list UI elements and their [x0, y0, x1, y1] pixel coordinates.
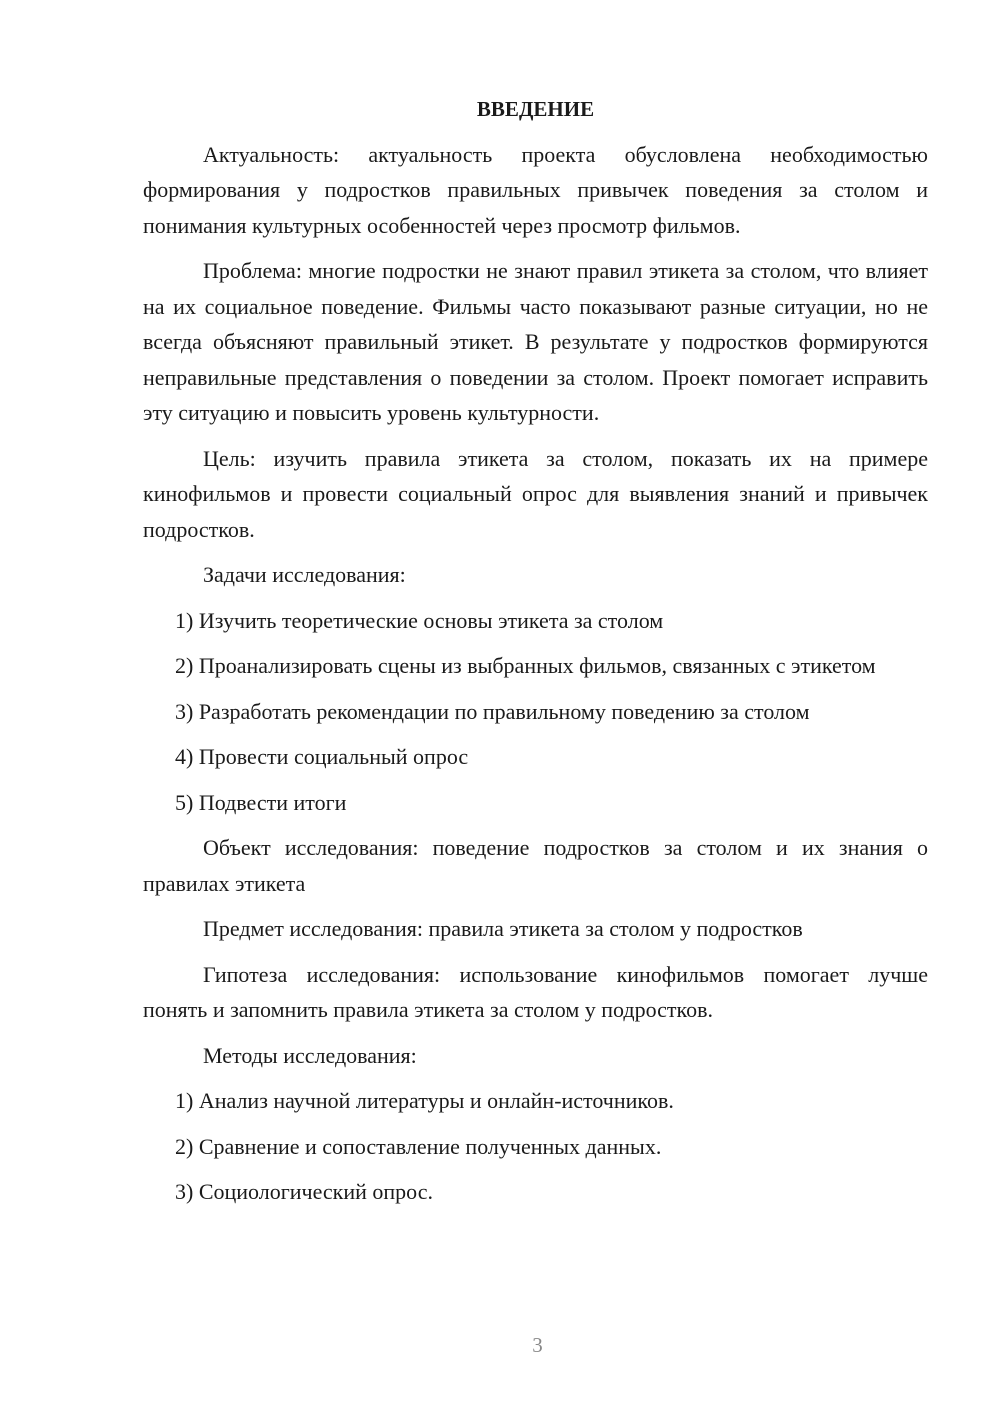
task-item: 1) Изучить теоретические основы этикета за столом — [175, 607, 664, 633]
task-item: 5) Подвести итоги — [175, 789, 347, 815]
document-page — [143, 92, 928, 1220]
method-item: 2) Сравнение и сопоставление полученных данных. — [175, 1133, 662, 1159]
relevance-paragraph: Актуальность: актуальность проекта обусловлена необходимостью формирования у подростков правильных привычек поведения за столом и понимания культурных особенностей через просмотр фильмов. — [143, 141, 928, 238]
problem-paragraph: Проблема: многие подростки не знают правил этикета за столом, что влияет на их социальное поведение. Фильмы часто показывают разные ситуации, но не всегда объясняют правильный этикет. В результате у подростков формируются неправильные представления о поведении за столом. Проект помогает исправить эту ситуацию и повысить уровень культурности. — [143, 258, 928, 425]
task-item: 4) Провести социальный опрос — [175, 744, 469, 769]
task-item: 2) Проанализировать сцены из выбранных фильмов, связанных с этикетом — [175, 653, 876, 678]
subject-paragraph: Предмет исследования: правила этикета за столом у подростков — [203, 916, 803, 941]
task-item: 3) Разработать рекомендации по правильному поведению за столом — [175, 698, 810, 724]
goal-paragraph: Цель: изучить правила этикета за столом, показать их на примере кинофильмов и провести социальный опрос для выявления знаний и привычек подростков. — [143, 445, 928, 542]
page-number: 3 — [532, 1333, 543, 1357]
method-item: 3) Социологический опрос. — [175, 1179, 433, 1204]
method-item: 1) Анализ научной литературы и онлайн-источников. — [175, 1088, 674, 1113]
tasks-heading: Задачи исследования: — [203, 562, 406, 587]
hypothesis-paragraph: Гипотеза исследования: использование кинофильмов помогает лучше понять и запомнить правила этикета за столом у подростков. — [143, 961, 928, 1022]
section-title: ВВЕДЕНИЕ — [476, 97, 595, 121]
object-paragraph: Объект исследования: поведение подростков за столом и их знания о правилах этикета — [143, 835, 928, 896]
methods-heading: Методы исследования: — [203, 1042, 417, 1068]
